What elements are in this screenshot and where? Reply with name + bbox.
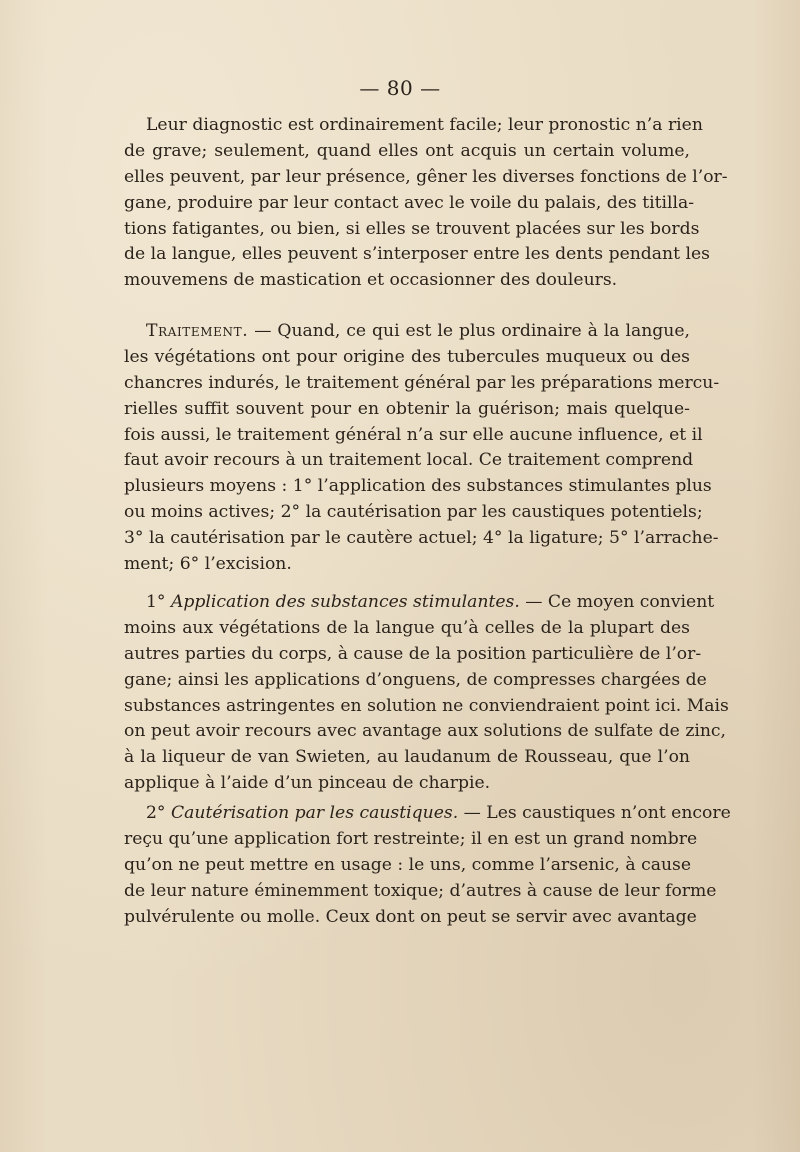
text-fragment: — Ce moyen convient (519, 592, 715, 612)
text-line: fois aussi, le traitement général n’a sur elle aucune influence, et il (124, 424, 703, 445)
text-line-first (124, 590, 715, 616)
page-number: — 80 — (359, 76, 441, 100)
text-line: pulvérulente ou molle. Ceux dont on peut se servir avec avantage (124, 906, 697, 927)
text-line-first (124, 801, 731, 827)
text-line: 3° la cautérisation par le cautère actuel; 4° la ligature; 5° l’arrache- (124, 528, 719, 549)
paragraph-caustiques (124, 801, 731, 930)
text-line: gane, produire par leur contact avec le voile du palais, des titilla- (124, 192, 695, 213)
text-line: rielles suffit souvent pour en obtenir la guérison; mais quelque- (124, 398, 690, 419)
text-line: chancres indurés, le traitement général par les préparations mercu- (124, 372, 720, 393)
subsection-title: Application des substances stimulantes. (171, 592, 520, 612)
text-line: faut avoir recours à un traitement local. Ce traitement comprend (124, 450, 694, 471)
text-line: plusieurs moyens : 1° l’application des substances stimulantes plus (124, 476, 712, 497)
text-fragment: — Quand, ce qui est le plus ordinaire à la langue, (248, 321, 690, 341)
text-line: tions fatigantes, ou bien, si elles se trouvent placées sur les bords (124, 218, 700, 239)
text-line: on peut avoir recours avec avantage aux solutions de sulfate de zinc, (124, 721, 727, 742)
text-line: reçu qu’une application fort restreinte; il en est un grand nombre (124, 828, 698, 849)
subsection-title: Cautérisation par les caustiques. (171, 803, 459, 823)
text-line: mouvemens de mastication et occasionner des douleurs. (124, 270, 618, 291)
item-number: 2° (146, 803, 166, 823)
item-number: 1° (146, 592, 166, 612)
text-line: moins aux végétations de la langue qu’à celles de la plupart des (124, 617, 690, 638)
section-heading: Traitement. (146, 321, 249, 341)
text-line: de la langue, elles peuvent s’interposer entre les dents pendant les (124, 244, 710, 265)
paragraph-traitement (124, 319, 720, 578)
text-line: les végétations ont pour origine des tubercules muqueux ou des (124, 346, 690, 367)
text-line: ment; 6° l’excision. (124, 554, 292, 575)
text-fragment: — Les caustiques n’ont encore (458, 803, 731, 823)
text-line: de leur nature éminemment toxique; d’autres à cause de leur forme (124, 880, 717, 901)
paragraph-diagnostic (124, 113, 728, 294)
text-line-first (124, 319, 690, 345)
text-line: Leur diagnostic est ordinairement facile; leur pronostic n’a rien (146, 115, 703, 135)
paragraph-stimulantes (124, 590, 729, 797)
text-line: substances astringentes en solution ne conviendraient point ici. Mais (124, 695, 729, 716)
text-line: ou moins actives; 2° la cautérisation par les caustiques potentiels; (124, 502, 703, 523)
text-line: qu’on ne peut mettre en usage : le uns, comme l’arsenic, à cause (124, 854, 692, 875)
text-line: gane; ainsi les applications d’onguens, de compresses chargées de (124, 669, 707, 690)
text-line: elles peuvent, par leur présence, gêner les diverses fonctions de l’or- (124, 166, 728, 187)
text-line: applique à l’aide d’un pinceau de charpie. (124, 773, 491, 794)
text-line: autres parties du corps, à cause de la position particulière de l’or- (124, 643, 702, 664)
text-line: de grave; seulement, quand elles ont acquis un certain volume, (124, 140, 690, 161)
text-line: à la liqueur de van Swieten, au laudanum de Rousseau, que l’on (124, 747, 690, 768)
